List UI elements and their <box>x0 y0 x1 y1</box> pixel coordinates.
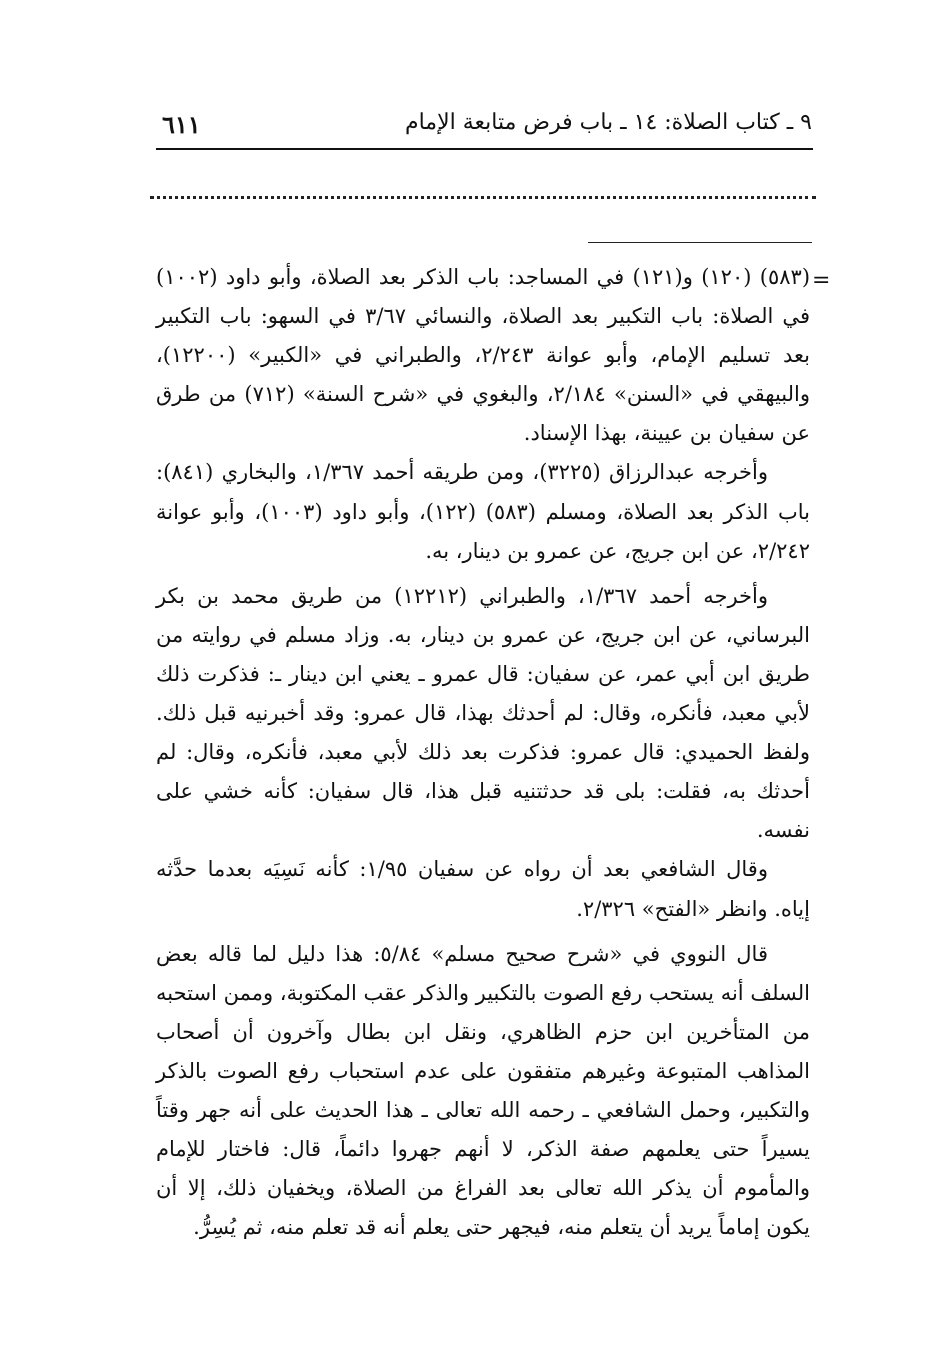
dotted-separator <box>150 196 816 199</box>
footnote-paragraph: قال النووي في «شرح صحيح مسلم» ٥/٨٤: هذا دليل لما قاله بعض السلف أنه يستحب رفع الصوت بالتكبير والذكر عقب المكتوبة، وممن استحبه من المتأخرين ابن حزم الظاهري، ونقل ابن بطال وآخرون أن أصحاب المذاهب المتبوعة وغيرهم متفقون على عدم استحباب رفع الصوت بالذكر والتكبير، وحمل الشافعي ـ رحمه الله تعالى ـ هذا الحديث على أنه جهر وقتاً يسيراً حتى يعلمهم صفة الذكر، لا أنهم جهروا دائماً، قال: فاختار للإمام والمأموم أن يذكر الله تعالى بعد الفراغ من الصلاة، ويخفيان ذلك، إلا أن يكون إماماً يريد أن يتعلم منه، فيجهر حتى يعلم أنه قد تعلم منه، ثم يُسِرُّ. <box>156 941 810 1240</box>
footnote-paragraph: وقال الشافعي بعد أن رواه عن سفيان ١/٩٥: كأنه نَسِيَه بعدما حدَّثه إياه. وانظر «الفتح» ٢/٣٢٦. <box>156 857 810 921</box>
footnote-body <box>156 258 810 1247</box>
page-header <box>156 104 812 144</box>
footnote-paragraph: (٥٨٣) (١٢٠) و(١٢١) في المساجد: باب الذكر بعد الصلاة، وأبو داود (١٠٠٢) في الصلاة: باب التكبير بعد الصلاة، والنسائي ٣/٦٧ في السهو: باب التكبير بعد تسليم الإمام، وأبو عوانة ٢/٢٤٣، والطبراني في «الكبير» (١٢٢٠٠)، والبيهقي في «السنن» ٢/١٨٤، والبغوي في «شرح السنة» (٧١٢) من طرق عن سفيان بن عيينة، بهذا الإسناد. <box>156 265 811 446</box>
header-rule <box>156 148 813 150</box>
footnote-paragraph: وأخرجه عبدالرزاق (٣٢٢٥)، ومن طريقه أحمد ١/٣٦٧، والبخاري (٨٤١): باب الذكر بعد الصلاة، ومسلم (٥٨٣) (١٢٢)، وأبو داود (١٠٠٣)، وأبو عوانة ٢/٢٤٢، عن ابن جريج، عن عمرو بن دينار، به. <box>156 460 811 563</box>
footnote-paragraph: وأخرجه أحمد ١/٣٦٧، والطبراني (١٢٢١٢) من طريق محمد بن بكر البرساني، عن ابن جريج، عن عمرو بن دينار، به. وزاد مسلم في روايته من طريق ابن أبي عمر، عن سفيان: قال عمرو ـ يعني ابن دينار ـ: فذكرت ذلك لأبي معبد، فأنكره، وقال: لم أحدثك بهذا، قال عمرو: وقد أخبرنيه قبل ذلك. ولفظ الحميدي: قال عمرو: فذكرت بعد ذلك لأبي معبد، فأنكره، وقال: لم أحدثك به، فقلت: بلى قد حدثتنيه قبل هذا، قال سفيان: كأنه خشي على نفسه. <box>156 583 810 843</box>
running-title: ٩ ـ كتاب الصلاة: ١٤ ـ باب فرض متابعة الإمام <box>404 110 812 135</box>
footnote-continuation-mark: = <box>812 268 831 293</box>
footnote-rule <box>588 242 812 243</box>
page-number: ٦١١ <box>162 110 201 139</box>
